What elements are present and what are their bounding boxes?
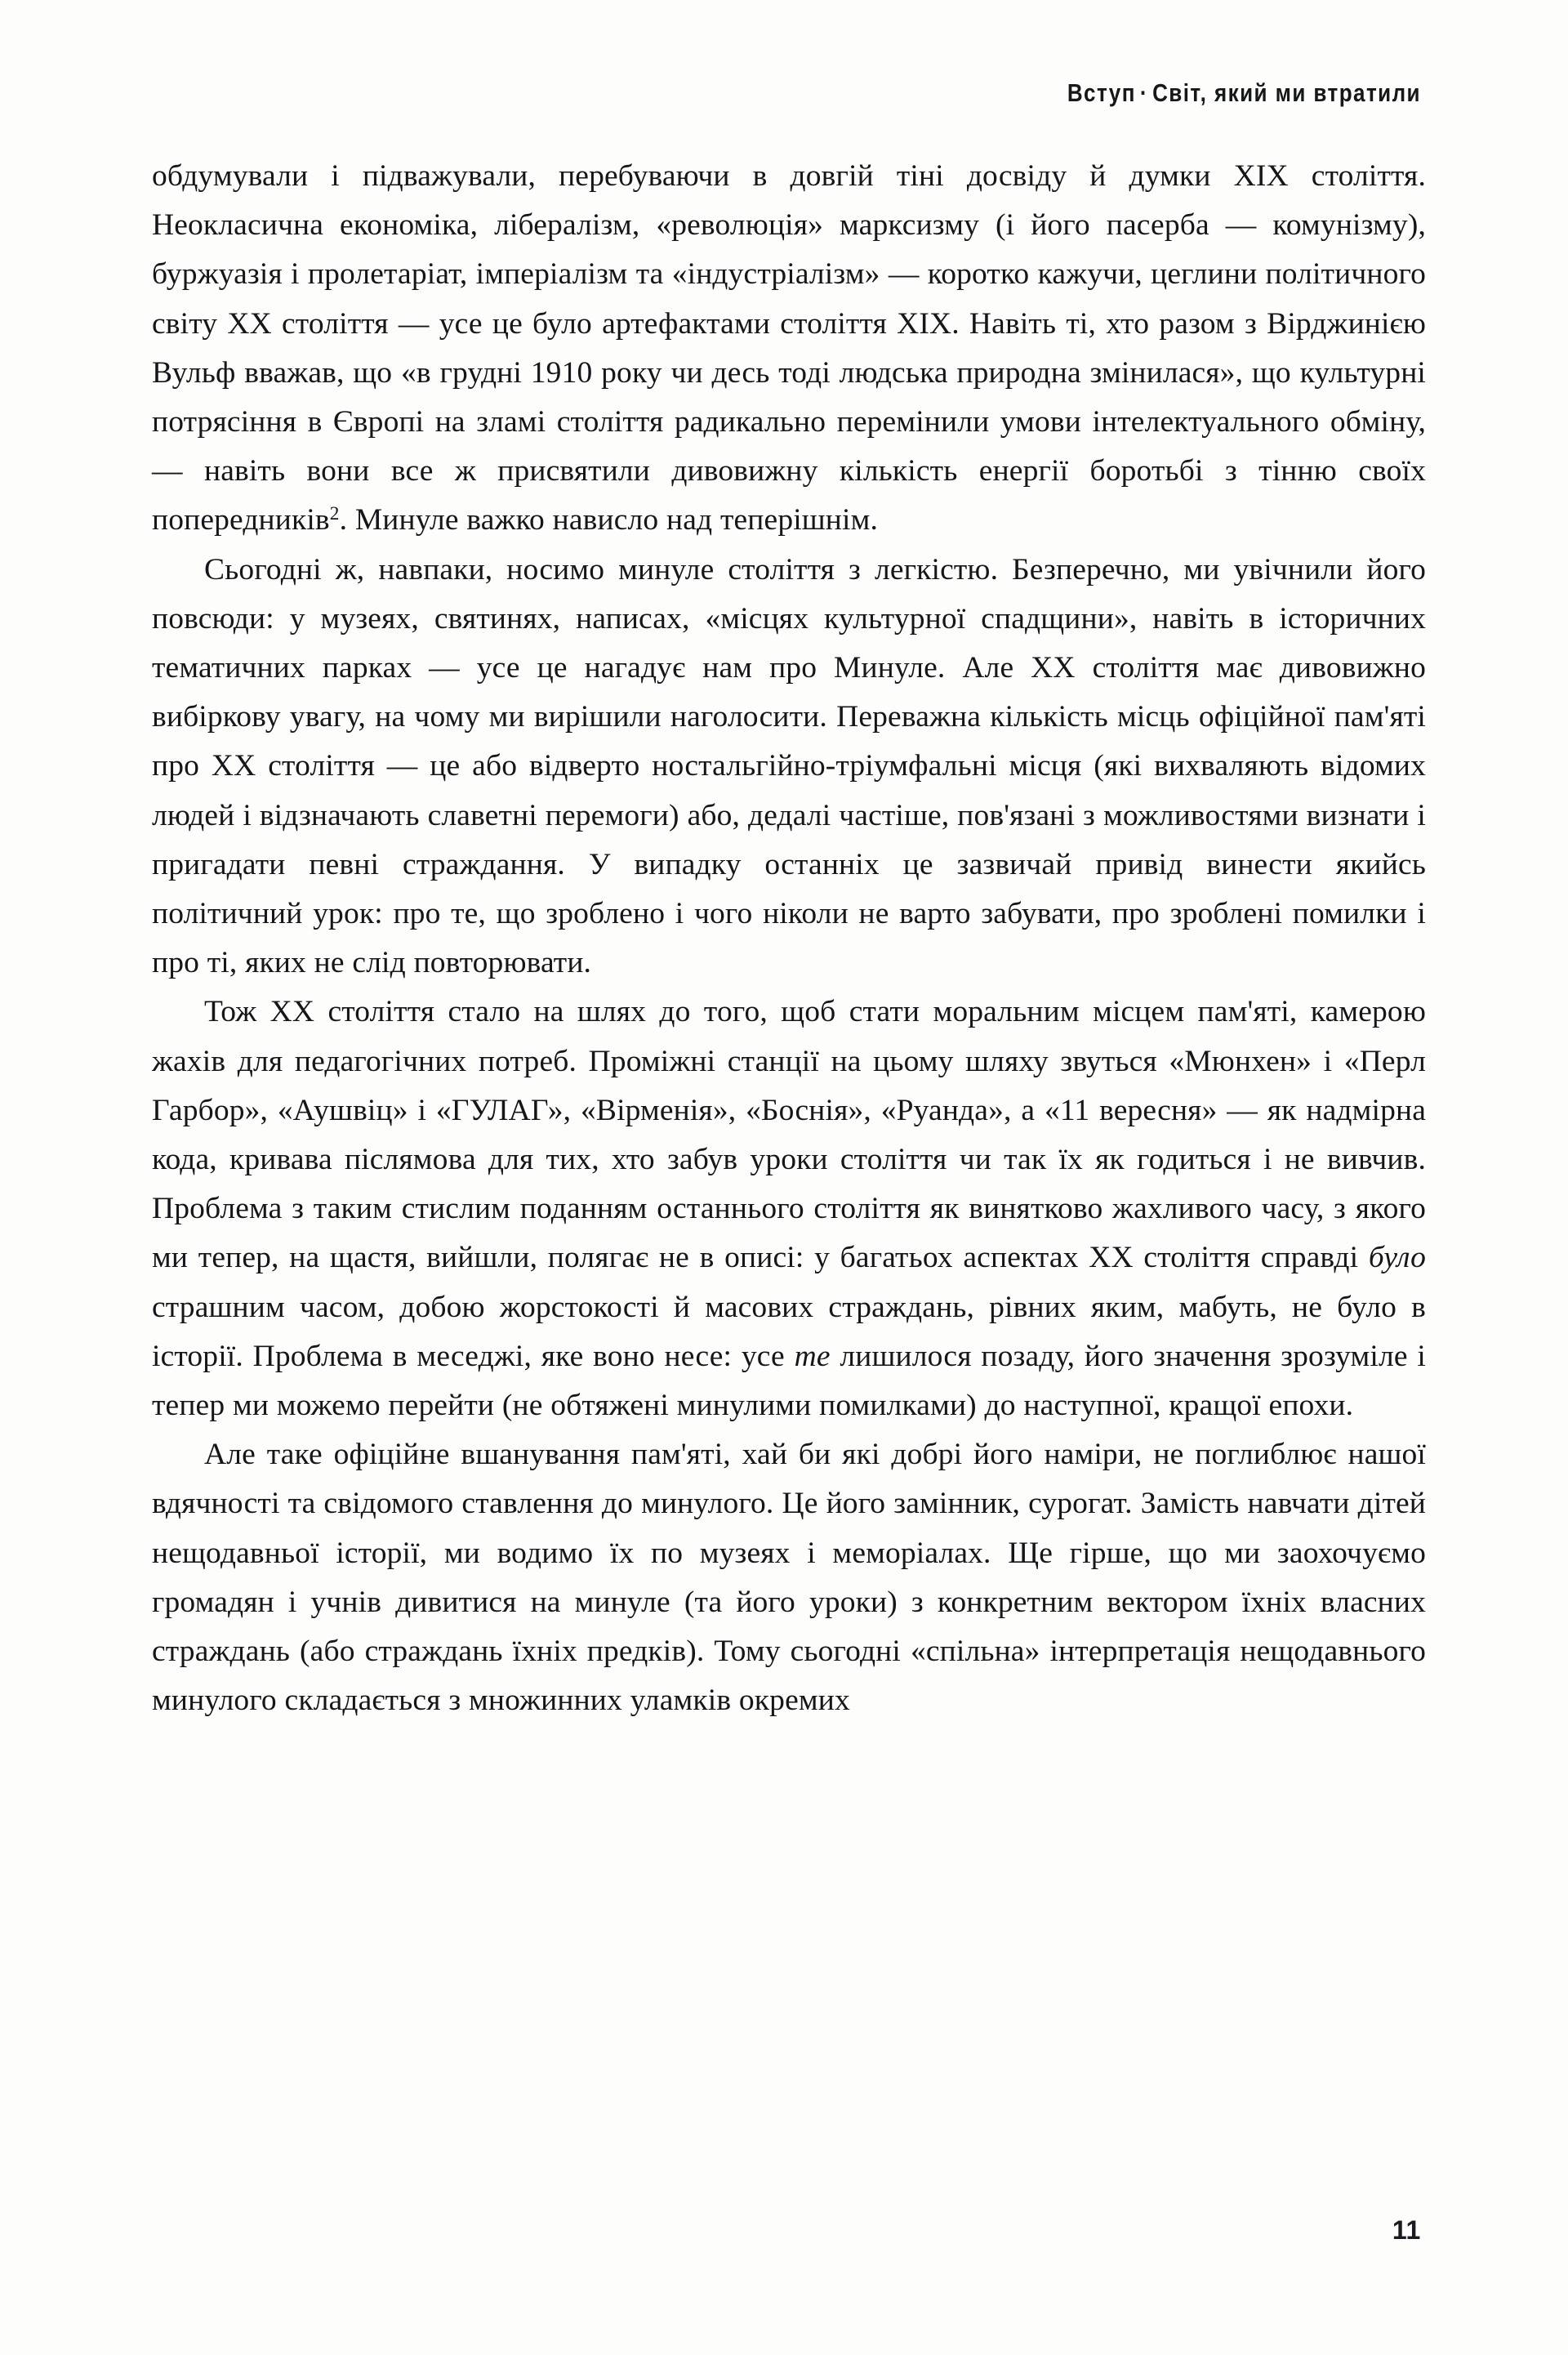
paragraph-1: обдумували і підважували, перебуваючи в довгій тіні досвіду й думки XIX століття. Неокласична економіка, лібералізм, «революція» марксизму (і його пасерба — комунізму), буржуазія і пролетаріат, імперіалізм та «індустріалізм» — коротко кажучи, цеглини політичного світу XX століття — усе це було артефактами століття XIX. Навіть ті, хто разом з Вірджинією Вульф вважав, що «в грудні 1910 року чи десь тоді людська природна змінилася», що культурні потрясіння в Європі на зламі століття радикально перемінили умови інтелектуального обміну, — навіть вони все ж присвятили дивовижну кількість енергії боротьбі з тінню своїх попередників$^2$. Минуле важко нависло над теперішнім. (152, 159, 1426, 537)
paragraph-3: Тож XX століття стало на шлях до того, щоб стати моральним місцем пам'яті, камерою жахів для педагогічних потреб. Проміжні станції на цьому шляху звуться «Мюнхен» і «Перл Гарбор», «Аушвіц» і «ГУЛАГ», «Вірменія», «Боснія», «Руанда», а «11 вересня» — як надмірна кода, кривава післямова для тих, хто забув уроки століття чи так їх як годиться і не вивчив. Проблема з таким стислим поданням останнього століття як винятково жахливого часу, з якого ми тепер, на щастя, вийшли, полягає не в описі: у багатьох аспектах XX століття справді було страшним часом, добою жорстокості й масових страждань, рівних яким, мабуть, не було в історії. Проблема в меседжі, яке воно несе: усе те лишилося позаду, його значення зрозуміле і тепер ми можемо перейти (не обтяжені минулими помилками) до наступної, кращої епохи. (152, 995, 1426, 1423)
running-head-chapter: Вступ (1067, 78, 1136, 107)
page-number: 11 (1392, 2215, 1421, 2245)
running-head (351, 78, 1421, 108)
running-head-title: Світ, який ми втратили (1152, 78, 1421, 107)
footnote-marker: 2 (329, 503, 340, 525)
paragraph-4: Але таке офіційне вшанування пам'яті, хай би які добрі його наміри, не поглиблює нашої вдячності та свідомого ставлення до минулого. Це його замінник, сурогат. Замість навчати дітей нещодавньої історії, ми водимо їх по музеях і меморіалах. Ще гірше, що ми заохочуємо громадян і учнів дивитися на минуле (та його уроки) з конкретним вектором їхніх власних страждань (або страждань їхніх предків). Тому сьогодні «спільна» інтерпретація нещодавнього минулого складається з множинних уламків окремих (152, 1438, 1426, 1718)
running-head-separator: · (1139, 78, 1149, 107)
body-text-block (152, 152, 1426, 1726)
paragraph-2: Сьогодні ж, навпаки, носимо минуле століття з легкістю. Безперечно, ми увічнили його повсюди: у музеях, святинях, написах, «місцях культурної спадщини», навіть в історичних тематичних парках — усе це нагадує нам про Минуле. Але XX століття має дивовижно вибіркову увагу, на чому ми вирішили наголосити. Переважна кількість місць офіційної пам'яті про XX століття — це або відверто ностальгійно-тріумфальні місця (які вихваляють відомих людей і відзначають славетні перемоги) або, дедалі частіше, пов'язані з можливостями визнати і пригадати певні страждання. У випадку останніх це зазвичай привід винести якийсь політичний урок: про те, що зроблено і чого ніколи не варто забувати, про зроблені помилки і про ті, яких не слід повторювати. (152, 552, 1426, 980)
emphasis: те (794, 1339, 831, 1373)
emphasis: було (1368, 1241, 1426, 1275)
